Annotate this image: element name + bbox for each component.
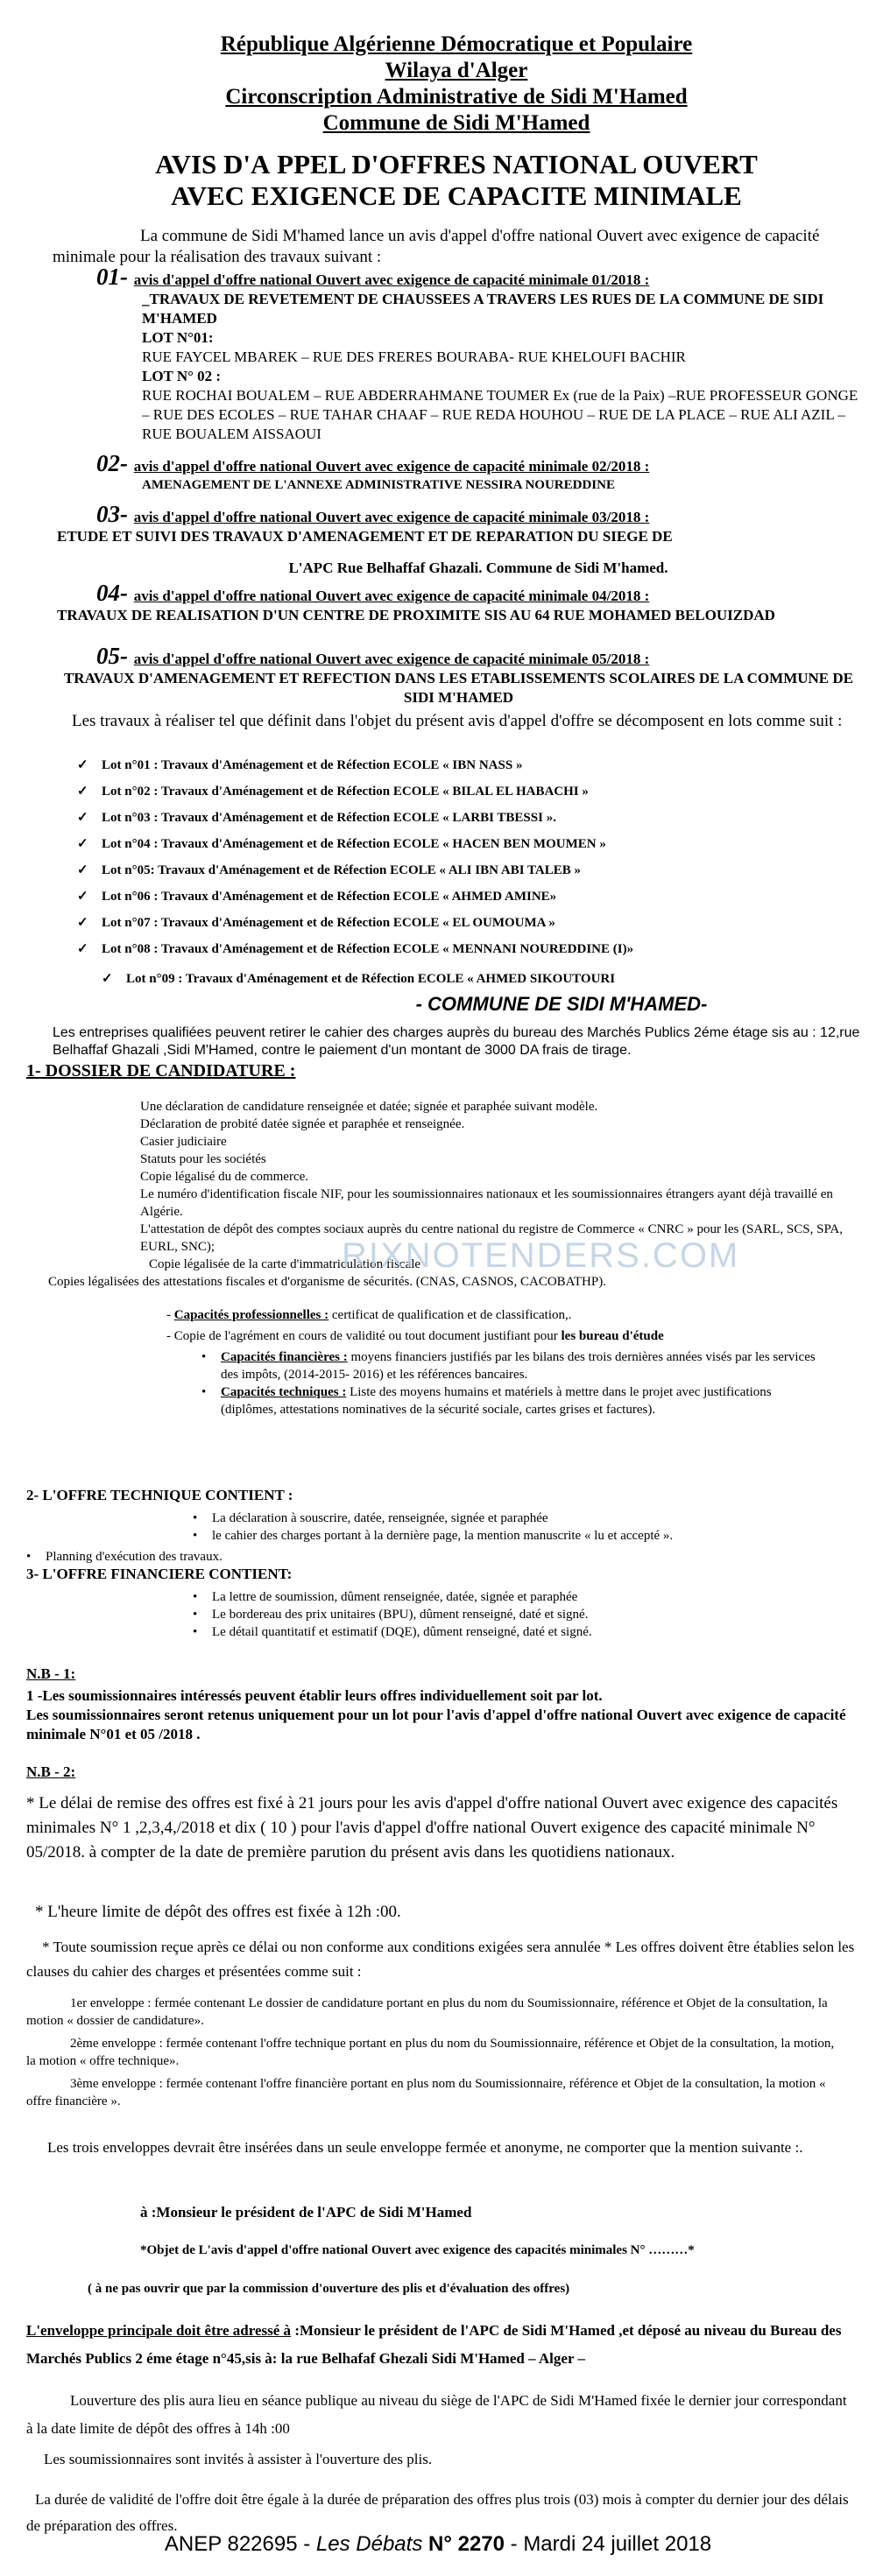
section-title: 1- DOSSIER DE CANDIDATURE : [26,1061,296,1080]
list-item: ✓ Lot n°01 : Travaux d'Aménagement et de Réfection ECOLE « IBN NASS » [77,758,523,772]
nb2-heure: * L'heure limite de dépôt des offres est fixée à 12h :00. [35,1903,401,1921]
section-offre-financiere: 3- L'OFFRE FINANCIERE CONTIENT: [26,1566,293,1582]
invites-ouverture: Les soumissionnaires sont invités à assister à l'ouverture des plis. [44,2451,433,2467]
list-item: ✓ Lot n°04 : Travaux d'Aménagement et de Réfection ECOLE « HACEN BEN MOUMEN » [77,837,606,851]
header-circonscription: Circonscription Administrative de Sidi M'Hamed [225,85,688,109]
avis-object: _TRAVAUX DE REVETEMENT DE CHAUSSEES A TRAVERS LES RUES DE LA COMMUNE DE SIDI M'HAMED [142,291,824,327]
intro-paragraph: La commune de Sidi M'hamed lance un avis d'appel d'offre national Ouvert avec exigence de capacité minimale pour la réalisation des travaux suivant : [53,227,820,266]
list-item: ✓ Lot n°07 : Travaux d'Aménagement et de Réfection ECOLE « EL OUMOUMA » [77,916,555,930]
ne-pas-ouvrir: ( à ne pas ouvrir que par la commission d'ouverture des plis et d'évaluation des offres) [88,2282,570,2296]
avis-label: avis d'appel d'offre national Ouvert avec exigence de capacité minimale 01/2018 : [133,271,650,288]
lot-title: LOT N° 02 : [142,368,222,384]
nb2-annulation: * Toute soumission reçue après ce délai ou non conforme aux conditions exigées sera annulée * Les offres doivent être établies selon les clauses du cahier des charges et présentées comme suit : [26,1939,855,1980]
lot-title: LOT N°01: [142,329,214,346]
list-item: ✓ Lot n°03 : Travaux d'Aménagement et de Réfection ECOLE « LARBI TBESSI ». [77,811,556,825]
dossier-items: Une déclaration de candidature renseignée et datée; signée et paraphée suivant modèle. Déclaration de probité datée signée et paraphée et renseignée. Casier judiciaire Statuts pour les sociétés Copie légalisé du de commerce. Le numéro d'identification fiscale NIF, pour les soumissionnaires nationaux et les soumissionnaires étrangers ayant déjà travaillé en Algérie. L'attestation de dépôt des comptes sociaux auprès du centre national du registre de Commerce « CNRC » pour les (SARL, SCS, SPA, EURL, SNC); Copie légalisée de la carte d'immatriculation fiscale Copies légalisées des attestations fiscales et d'organisme de sécurités. (CNAS, CASNOS, CACOBATHP). [48,1100,844,1289]
list-item: ✓ Lot n°06 : Travaux d'Aménagement et de Réfection ECOLE « AHMED AMINE» [77,890,557,904]
notice-title-line1: AVIS D'A PPEL D'OFFRES NATIONAL OUVERT [155,149,758,179]
nb1-text: 1 -Les soumissionnaires intéressés peuvent établir leurs offres individuellement soit par lot. Les soumissionnaires seront retenus uniquement pour un lot pour l'avis d'appel d'offre national Ouvert avec exigence de capacité minimale N°01 et 05 /2018 . [26,1687,846,1742]
header-republic: République Algérienne Démocratique et Populaire [220,32,693,56]
avis-03: 03- avis d'appel d'offre national Ouvert avec exigence de capacité minimale 03/2018 : ETUDE ET SUIVI DES TRAVAUX D'AMENAGEMENT ET DE REPARATION DU SIEGE DE L'APC Rue Belhaffaf Ghazali. Commune de Sidi M'hamed. [57,501,673,576]
avis-01: 01- avis d'appel d'offre national Ouvert avec exigence de capacité minimale 01/2018 : _TRAVAUX DE REVETEMENT DE CHAUSSEES A TRAVERS LES RUES DE LA COMMUNE DE SIDI M'HAMED LOT N°01: RUE FAYCEL MBAREK – RUE DES FRERES BOURABA- RUE KHELOUFI BACHIR LOT N° 02 : RUE ROCHAI BOUALEM – RUE ABDERRAHMANE TOUMER Ex (rue de la Paix) –RUE PROFESSEUR GONGE – RUE DES ECOLES – RUE TAHAR CHAAF – RUE REDA HOUHOU – RUE DE LA PLACE – RUE ALI AZIL – RUE BOUALEM AISSAOUI [96,267,860,444]
nb1-title: N.B - 1: [26,1665,76,1682]
offre-financiere-items: • La lettre de soumission, dûment renseignée, datée, signée et paraphée • Le bordereau des prix unitaires (BPU), dûment renseigné, daté et signé. • Le détail quantitatif et estimatif (DQE), dûment renseigné, daté et signé. [193,1588,841,1641]
planning-item: • Planning d'exécution des travaux. [26,1548,860,1566]
avis-05: 05- avis d'appel d'offre national Ouvert avec exigence de capacité minimale 05/2018 : TRAVAUX D'AMENAGEMENT ET REFECTION DANS LES ETABLISSEMENTS SCOLAIRES DE LA COMMUNE DE SIDI M'HAMED [63,643,854,706]
section-dossier-candidature [26,1061,860,1081]
avis-04: 04- avis d'appel d'offre national Ouvert avec exigence de capacité minimale 04/2018 : TRAVAUX DE REALISATION D'UN CENTRE DE PROXIMITE SIS AU 64 RUE MOHAMED BELOUIZDAD [57,580,775,623]
lot-streets: RUE FAYCEL MBAREK – RUE DES FRERES BOURABA- RUE KHELOUFI BACHIR [142,348,686,365]
enveloppe-principale: L'enveloppe principale doit être adressé à :Monsieur le président de l'APC de Sidi M'Hamed ,et déposé au niveau du Bureau des Marchés Publics 2 éme étage n°45,sis à: la rue Belhafaf Ghezali Sidi M'Hamed – Alger – [26,2322,842,2367]
retrait-paragraph: Les entreprises qualifiées peuvent retirer le cahier des charges auprès du bureau des Marchés Publics 2éme étage sis au : 12,rue Belhaffaf Ghazali ,Sidi M'Hamed, contre le paiement d'un montant de 3000 DA frais de tirage. [53,1025,860,1058]
commune-signature: - COMMUNE DE SIDI M'HAMED- [415,993,708,1015]
nb2-title: N.B - 2: [26,1763,76,1780]
header-commune: Commune de Sidi M'Hamed [322,111,590,135]
enveloppes: 1er enveloppe : fermée contenant Le dossier de candidature portant en plus du nom du Soumissionnaire, référence et Objet de la consultation, la motion « dossier de candidature». 2ème enveloppe : fermée contenant l'offre technique portant en plus du nom du Soumissionnaire, référence et Objet de la consultation, la motion, la motion « offre technique». 3ème enveloppe : fermée contenant l'offre financière portant en plus nom du Soumissionnaire, référence et Objet de la consultation, la motion « offre financière ». [26,1996,835,2108]
avis-number: 01 [96,264,120,290]
ouverture-plis: Louverture des plis aura lieu en séance publique au niveau du siège de l'APC de Sidi M'Hamed fixée le dernier jour correspondant à la date limite de dépôt des offres à 14h :00 [26,2392,847,2437]
watermark: RIXNOTENDERS.COM [342,1236,740,1275]
list-item: ✓ Lot n°09 : Travaux d'Aménagement et de Réfection ECOLE « AHMED SIKOUTOURI [102,972,616,986]
nb2-delai: * Le délai de remise des offres est fixé à 21 jours pour les avis d'appel d'offre national Ouvert avec exigence des capacités minimales N° 1 ,2,3,4,/2018 et dix ( 10 ) pour l'avis d'appel d'offre national Ouvert exigence des capacité minimale N° 05/2018. à compter de la date de première parution du présent avis dans les quotidiens nationaux. [26,1794,838,1862]
list-item: ✓ Lot n°02 : Travaux d'Aménagement et de Réfection ECOLE « BILAL EL HABACHI » [77,785,589,799]
validite-offre: La durée de validité de l'offre doit être égale à la durée de préparation des offres plus trois (03) mois à compter du dernier jour des délais de préparation des offres. [26,2491,849,2534]
lots-intro: Les travaux à réaliser tel que définit dans l'objet du présent avis d'appel d'offre se décomposent en lots comme suit : [72,712,843,730]
lot-streets: RUE ROCHAI BOUALEM – RUE ABDERRAHMANE TOUMER Ex (rue de la Paix) –RUE PROFESSEUR GONGE – RUE DES ECOLES – RUE TAHAR CHAAF – RUE REDA HOUHOU – RUE DE LA PLACE – RUE ALI AZIL – RUE BOUALEM AISSAOUI [142,387,858,442]
trois-enveloppes: Les trois enveloppes devrait être insérées dans un seule enveloppe fermée et anonyme, ne comporter que la mention suivante :. [47,2139,803,2156]
notice-title-line2: AVEC EXIGENCE DE CAPACITE MINIMALE [171,180,742,211]
header-wilaya: Wilaya d'Alger [385,59,528,82]
capacites-block: - Capacités professionnelles : certificat de qualification et de classification,. - Copie de l'agrément en cours de validité ou tout document justifiant pour les bureau d'étude • Capacités financières : moyens financiers justifiés par les bilans des trois dernières années visés par les services des impôts, (2014-2015- 2016) et les références bancaires. • Capacités techniques : Liste des moyens humains et matériels à mettre dans le projet avec justifications (diplômes, attestations nominatives de la sécurité sociale, cartes grises et factures). [166,1306,823,1418]
avis-02: 02- avis d'appel d'offre national Ouvert avec exigence de capacité minimale 02/2018 : AMENAGEMENT DE L'ANNEXE ADMINISTRATIVE NESSIRA NOUREDDINE [96,450,650,492]
list-item: ✓ Lot n°08 : Travaux d'Aménagement et de Réfection ECOLE « MENNANI NOUREDDINE (I)» [77,942,634,956]
adresse-president: à :Monsieur le président de l'APC de Sidi M'Hamed [140,2204,472,2221]
section-offre-technique: 2- L'OFFRE TECHNIQUE CONTIENT : [26,1487,293,1503]
list-item: ✓ Lot n°05: Travaux d'Aménagement et de Réfection ECOLE « ALI IBN ABI TALEB » [77,863,582,877]
offre-technique-items: • La déclaration à souscrire, datée, renseignée, signée et paraphée • le cahier des charges portant à la dernière page, la mention manuscrite « lu et accepté ». [193,1510,841,1545]
objet-avis: *Objet de L'avis d'appel d'offre national Ouvert avec exigence des capacités minimales N° ………* [140,2243,695,2257]
footer-publication: ANEP 822695 - Les Débats N° 2270 - Mardi 24 juillet 2018 [164,2532,712,2556]
